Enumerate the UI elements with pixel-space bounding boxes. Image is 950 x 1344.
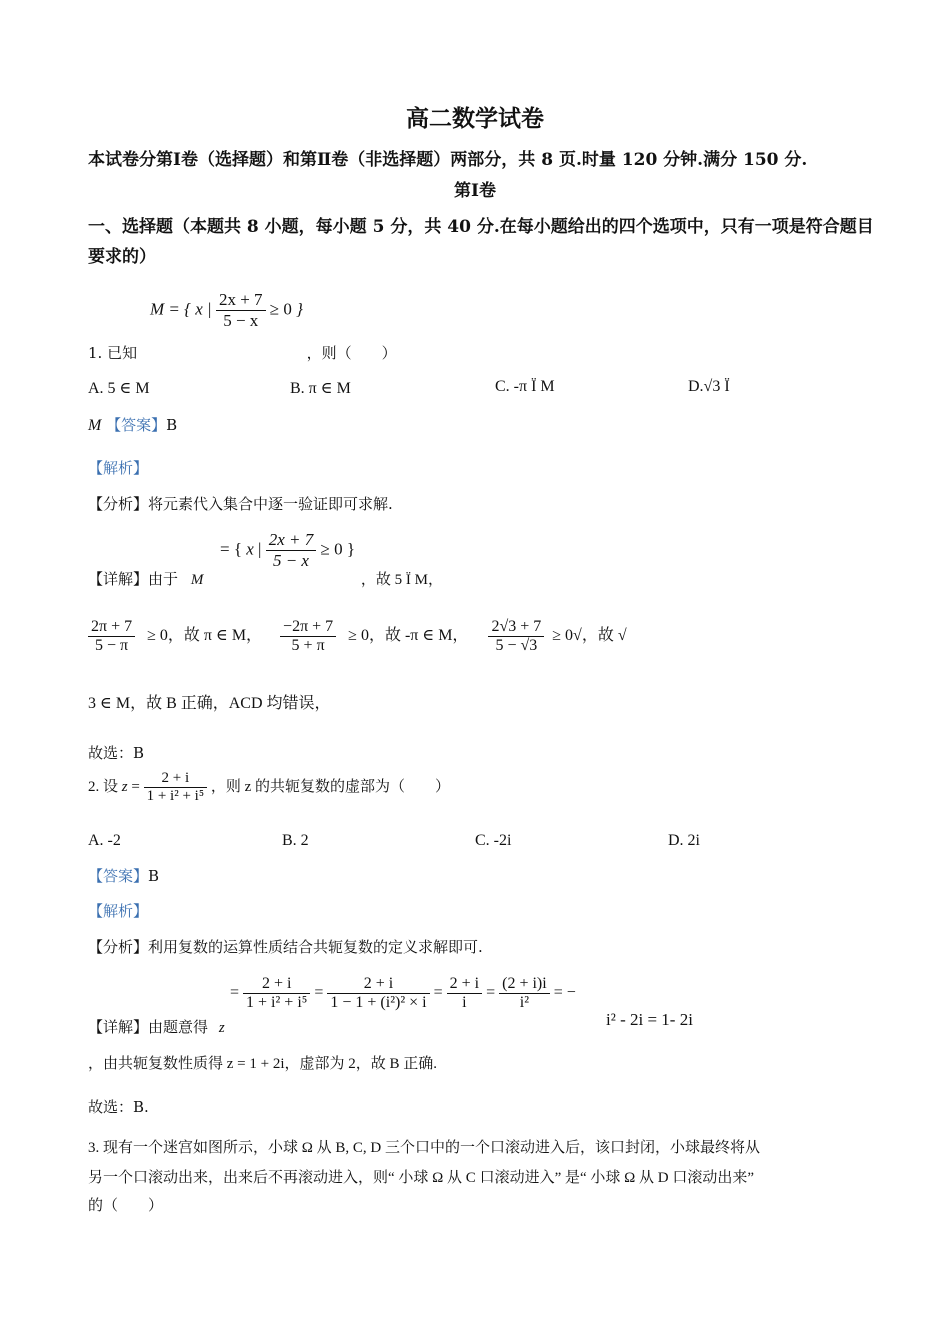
q2-z: z bbox=[121, 778, 128, 795]
q2-choose: 故选：B. bbox=[88, 1098, 149, 1116]
q2-e4-num: (2 + i)i bbox=[499, 975, 550, 994]
q2-detail-pre: 由题意得 bbox=[148, 1018, 209, 1036]
q2-e2 bbox=[327, 975, 429, 1012]
q2-e4 bbox=[499, 975, 550, 1012]
q1-answer-line bbox=[88, 414, 177, 435]
q1-detail-m: M bbox=[190, 572, 204, 588]
q1-f3-den: 5 − √3 bbox=[495, 637, 538, 654]
q1-opt-d: D.√3 Ï bbox=[688, 378, 730, 395]
q2-e-tail: = − bbox=[553, 984, 576, 1002]
q2-number: 2. bbox=[88, 778, 100, 795]
q2-fraction bbox=[144, 770, 207, 805]
volume-heading: 第Ⅰ卷 bbox=[454, 181, 496, 201]
q1-choose: 故选：B bbox=[88, 744, 145, 762]
q2-answer-tag: 【答案】 bbox=[88, 867, 149, 885]
q1-set-expression: M = { x | $\frac{2x + 7}{5 - x}$ ≥ 0 } bbox=[150, 290, 303, 330]
q1-f1 bbox=[88, 618, 135, 655]
q1-f3 bbox=[488, 618, 544, 655]
q1-f3-num: 2√3 + 7 bbox=[488, 618, 544, 637]
q2-analysis bbox=[88, 936, 483, 957]
q2-analysis-text: 利用复数的运算性质结合共轭复数的定义求解即可. bbox=[148, 938, 483, 956]
q1-opt-c: C. -π Ï M bbox=[495, 378, 555, 395]
q2-e4-den: i² bbox=[519, 994, 530, 1011]
q1-frac-line bbox=[88, 618, 627, 655]
q2-e3-num: 2 + i bbox=[447, 975, 482, 994]
q2-post: ，则 z 的共轭复数的虚部为（ ） bbox=[210, 778, 450, 795]
q1-f2 bbox=[280, 618, 336, 655]
q1-f2-den: 5 + π bbox=[291, 637, 325, 654]
q2-pre: 设 bbox=[103, 778, 119, 795]
q1-detail-fraction bbox=[266, 530, 317, 571]
q2-answer: B bbox=[148, 867, 160, 885]
q1-analysis-tag: 【分析】 bbox=[88, 495, 149, 513]
q2-line2: ，由共轭复数性质得 z = 1 + 2i，虚部为 2，故 B 正确. bbox=[88, 1056, 438, 1072]
q2-opt-c: C. -2i bbox=[475, 832, 512, 849]
q2-detail-z: z bbox=[218, 1020, 225, 1036]
q1-opt-b: B. π ∈ M bbox=[290, 380, 351, 397]
q1-detail-den: 5 − x bbox=[272, 551, 309, 570]
q1-detail-ineq: ≥ 0 bbox=[320, 539, 343, 559]
q1-set-lhs: M bbox=[150, 299, 165, 319]
q1-detail bbox=[88, 568, 443, 589]
q1-f3-post: ≥ 0√，故 √ bbox=[552, 627, 627, 645]
q1-answer-tag: 【答案】 bbox=[106, 416, 167, 434]
q1-ineq: ≥ 0 bbox=[269, 299, 292, 319]
q1-analysis-text: 将元素代入集合中逐一验证即可求解. bbox=[148, 495, 393, 513]
q1-line-end: 3 ∈ M，故 B 正确，ACD 均错误， bbox=[88, 695, 331, 712]
q2-detail bbox=[88, 1016, 225, 1037]
q2-e3 bbox=[447, 975, 482, 1012]
q2-detail-equation: = $\frac{2 + i}{\text{1 + i² + i⁵}}$ = $\frac{2 + i}{\text{1 − 1 + (i²)² × i}}$ = $\frac{2 + i}{i}$ = $\frac{(2 + i)i}{\text{i²}}$ = − bbox=[230, 975, 576, 1011]
q1-post: ，则（ ） bbox=[306, 344, 397, 362]
q1-stem bbox=[88, 342, 397, 363]
q1-detail-post: ，故 5 Ï M， bbox=[360, 572, 443, 588]
q2-answer-line bbox=[88, 865, 159, 886]
q1-frac-num: 2x + 7 bbox=[216, 290, 266, 311]
page-title: 高二数学试卷 bbox=[406, 105, 544, 132]
q1-number: 1. bbox=[88, 344, 103, 362]
q1-pre: 已知 bbox=[107, 344, 138, 362]
q2-e3-den: i bbox=[462, 994, 467, 1011]
q1-jiexi: 【解析】 bbox=[88, 459, 149, 477]
q3-line1: 3. 现有一个迷宫如图所示，小球 Ω 从 B, C, D 三个口中的一个口滚动进入后，该口封闭，小球最终将从 bbox=[88, 1140, 760, 1156]
q1-detail-set: = { x | $\frac{2x + 7}{5 - x}$ ≥ 0 } bbox=[220, 530, 355, 570]
q2-opt-a: A. -2 bbox=[88, 832, 121, 849]
q1-f2-num: −2π + 7 bbox=[280, 618, 336, 637]
section-heading: 一、选择题（本题共 8 小题，每小题 5 分，共 40 分.在每小题给出的四个选项中，只有一项是符合题目要求的） bbox=[88, 217, 874, 267]
q2-e1-den: 1 + i² + i⁵ bbox=[246, 994, 308, 1011]
q1-frac-den: 5 − x bbox=[223, 311, 259, 330]
q1-analysis bbox=[88, 493, 393, 514]
q1-opt-d-cont: M bbox=[88, 417, 102, 434]
q1-set-fraction bbox=[216, 290, 266, 331]
q2-opt-b: B. 2 bbox=[282, 832, 309, 849]
q1-detail-num: 2x + 7 bbox=[266, 530, 317, 551]
q1-detail-pre: 由于 bbox=[148, 570, 179, 588]
q1-answer: B bbox=[166, 416, 178, 434]
q2-opt-d: D. 2i bbox=[668, 832, 700, 849]
q2-frac-num: 2 + i bbox=[144, 770, 207, 788]
q2-analysis-tag: 【分析】 bbox=[88, 938, 149, 956]
q2-e2-den: 1 − 1 + (i²)² × i bbox=[330, 994, 427, 1011]
q1-f1-post: ≥ 0，故 π ∈ M， bbox=[147, 627, 263, 645]
exam-intro: 本试卷分第Ⅰ卷（选择题）和第Ⅱ卷（非选择题）两部分，共 8 页.时量 120 分钟.满分 150 分. bbox=[88, 150, 808, 170]
q3-line2: 另一个口滚动出来，出来后不再滚动进入，则“ 小球 Ω 从 C 口滚动进入” 是“ 小球 Ω 从 D 口滚动出来” bbox=[88, 1170, 755, 1186]
q1-detail-tag: 【详解】 bbox=[88, 570, 149, 588]
q1-f1-den: 5 − π bbox=[95, 637, 129, 654]
q2-e1 bbox=[243, 975, 310, 1012]
q3-line3: 的（ ） bbox=[88, 1198, 164, 1214]
q2-detail-tag: 【详解】 bbox=[88, 1018, 149, 1036]
q1-detail-var: x bbox=[246, 539, 254, 559]
q1-opt-a: A. 5 ∈ M bbox=[88, 380, 150, 397]
q2-frac-den: 1 + i² + i⁵ bbox=[146, 788, 205, 804]
q2-e-tail2: i² - 2i = 1- 2i bbox=[606, 1010, 693, 1029]
q2-stem: 2. 设 z = $\frac{2 + i}{\text{1 + i² + i⁵}}$ ，则 z 的共轭复数的虚部为（ ） bbox=[88, 770, 450, 804]
q1-f2-post: ≥ 0，故 -π ∈ M， bbox=[348, 627, 469, 645]
q1-set-var: x bbox=[195, 299, 203, 319]
q2-e2-num: 2 + i bbox=[327, 975, 429, 994]
q2-e1-num: 2 + i bbox=[243, 975, 310, 994]
q1-f1-num: 2π + 7 bbox=[88, 618, 135, 637]
q2-jiexi: 【解析】 bbox=[88, 902, 149, 920]
